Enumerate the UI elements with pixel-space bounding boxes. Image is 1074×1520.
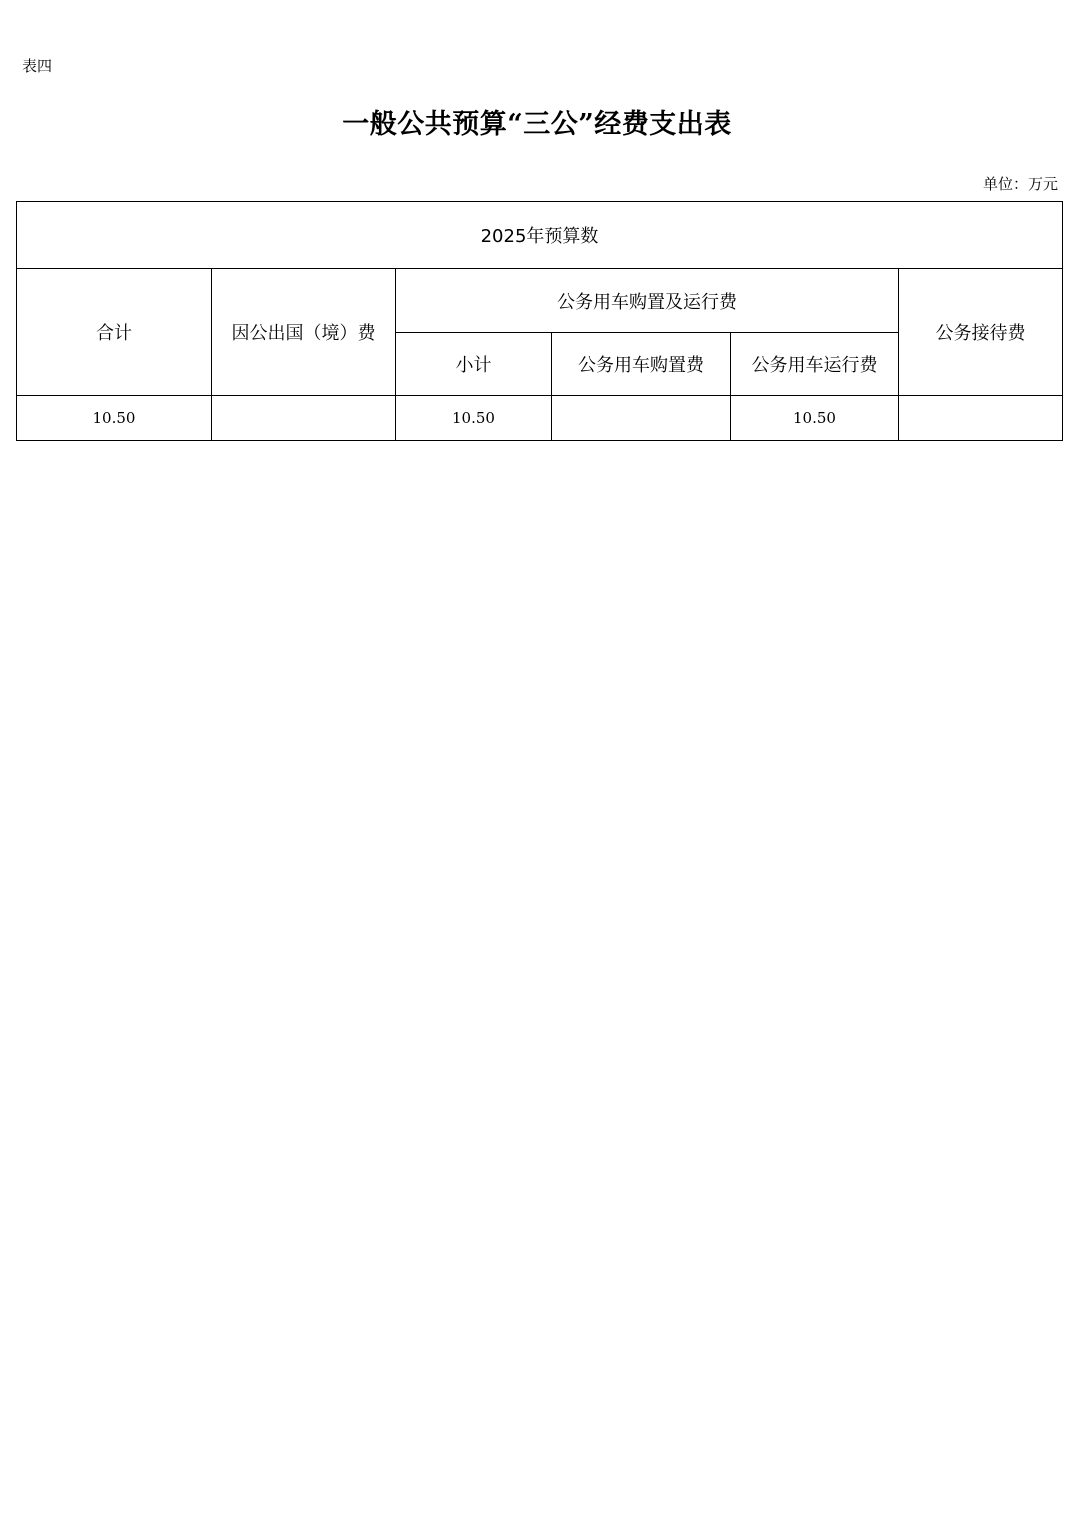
col-header-abroad: 因公出国（境）费 [212, 269, 396, 396]
year-header: 2025年预算数 [17, 202, 1063, 269]
table-header-row [17, 202, 1063, 269]
cell-vehicle-subtotal: 10.50 [396, 396, 552, 441]
cell-total: 10.50 [17, 396, 212, 441]
page-title: 一般公共预算“三公”经费支出表 [342, 109, 732, 140]
col-header-vehicle-operation: 公务用车运行费 [731, 333, 899, 396]
cell-vehicle-operation: 10.50 [731, 396, 899, 441]
col-header-vehicle-purchase: 公务用车购置费 [552, 333, 731, 396]
unit-label: 单位：万元 [982, 175, 1058, 193]
col-header-total: 合计 [17, 269, 212, 396]
cell-vehicle-purchase [552, 396, 731, 441]
table-header-row [17, 269, 1063, 333]
col-header-vehicle-subtotal: 小计 [396, 333, 552, 396]
table-number: 表四 [22, 57, 53, 75]
col-header-vehicle-group: 公务用车购置及运行费 [396, 269, 899, 333]
col-header-reception: 公务接待费 [899, 269, 1063, 396]
budget-table [16, 201, 1063, 441]
table-row [17, 396, 1063, 441]
cell-abroad [212, 396, 396, 441]
cell-reception [899, 396, 1063, 441]
